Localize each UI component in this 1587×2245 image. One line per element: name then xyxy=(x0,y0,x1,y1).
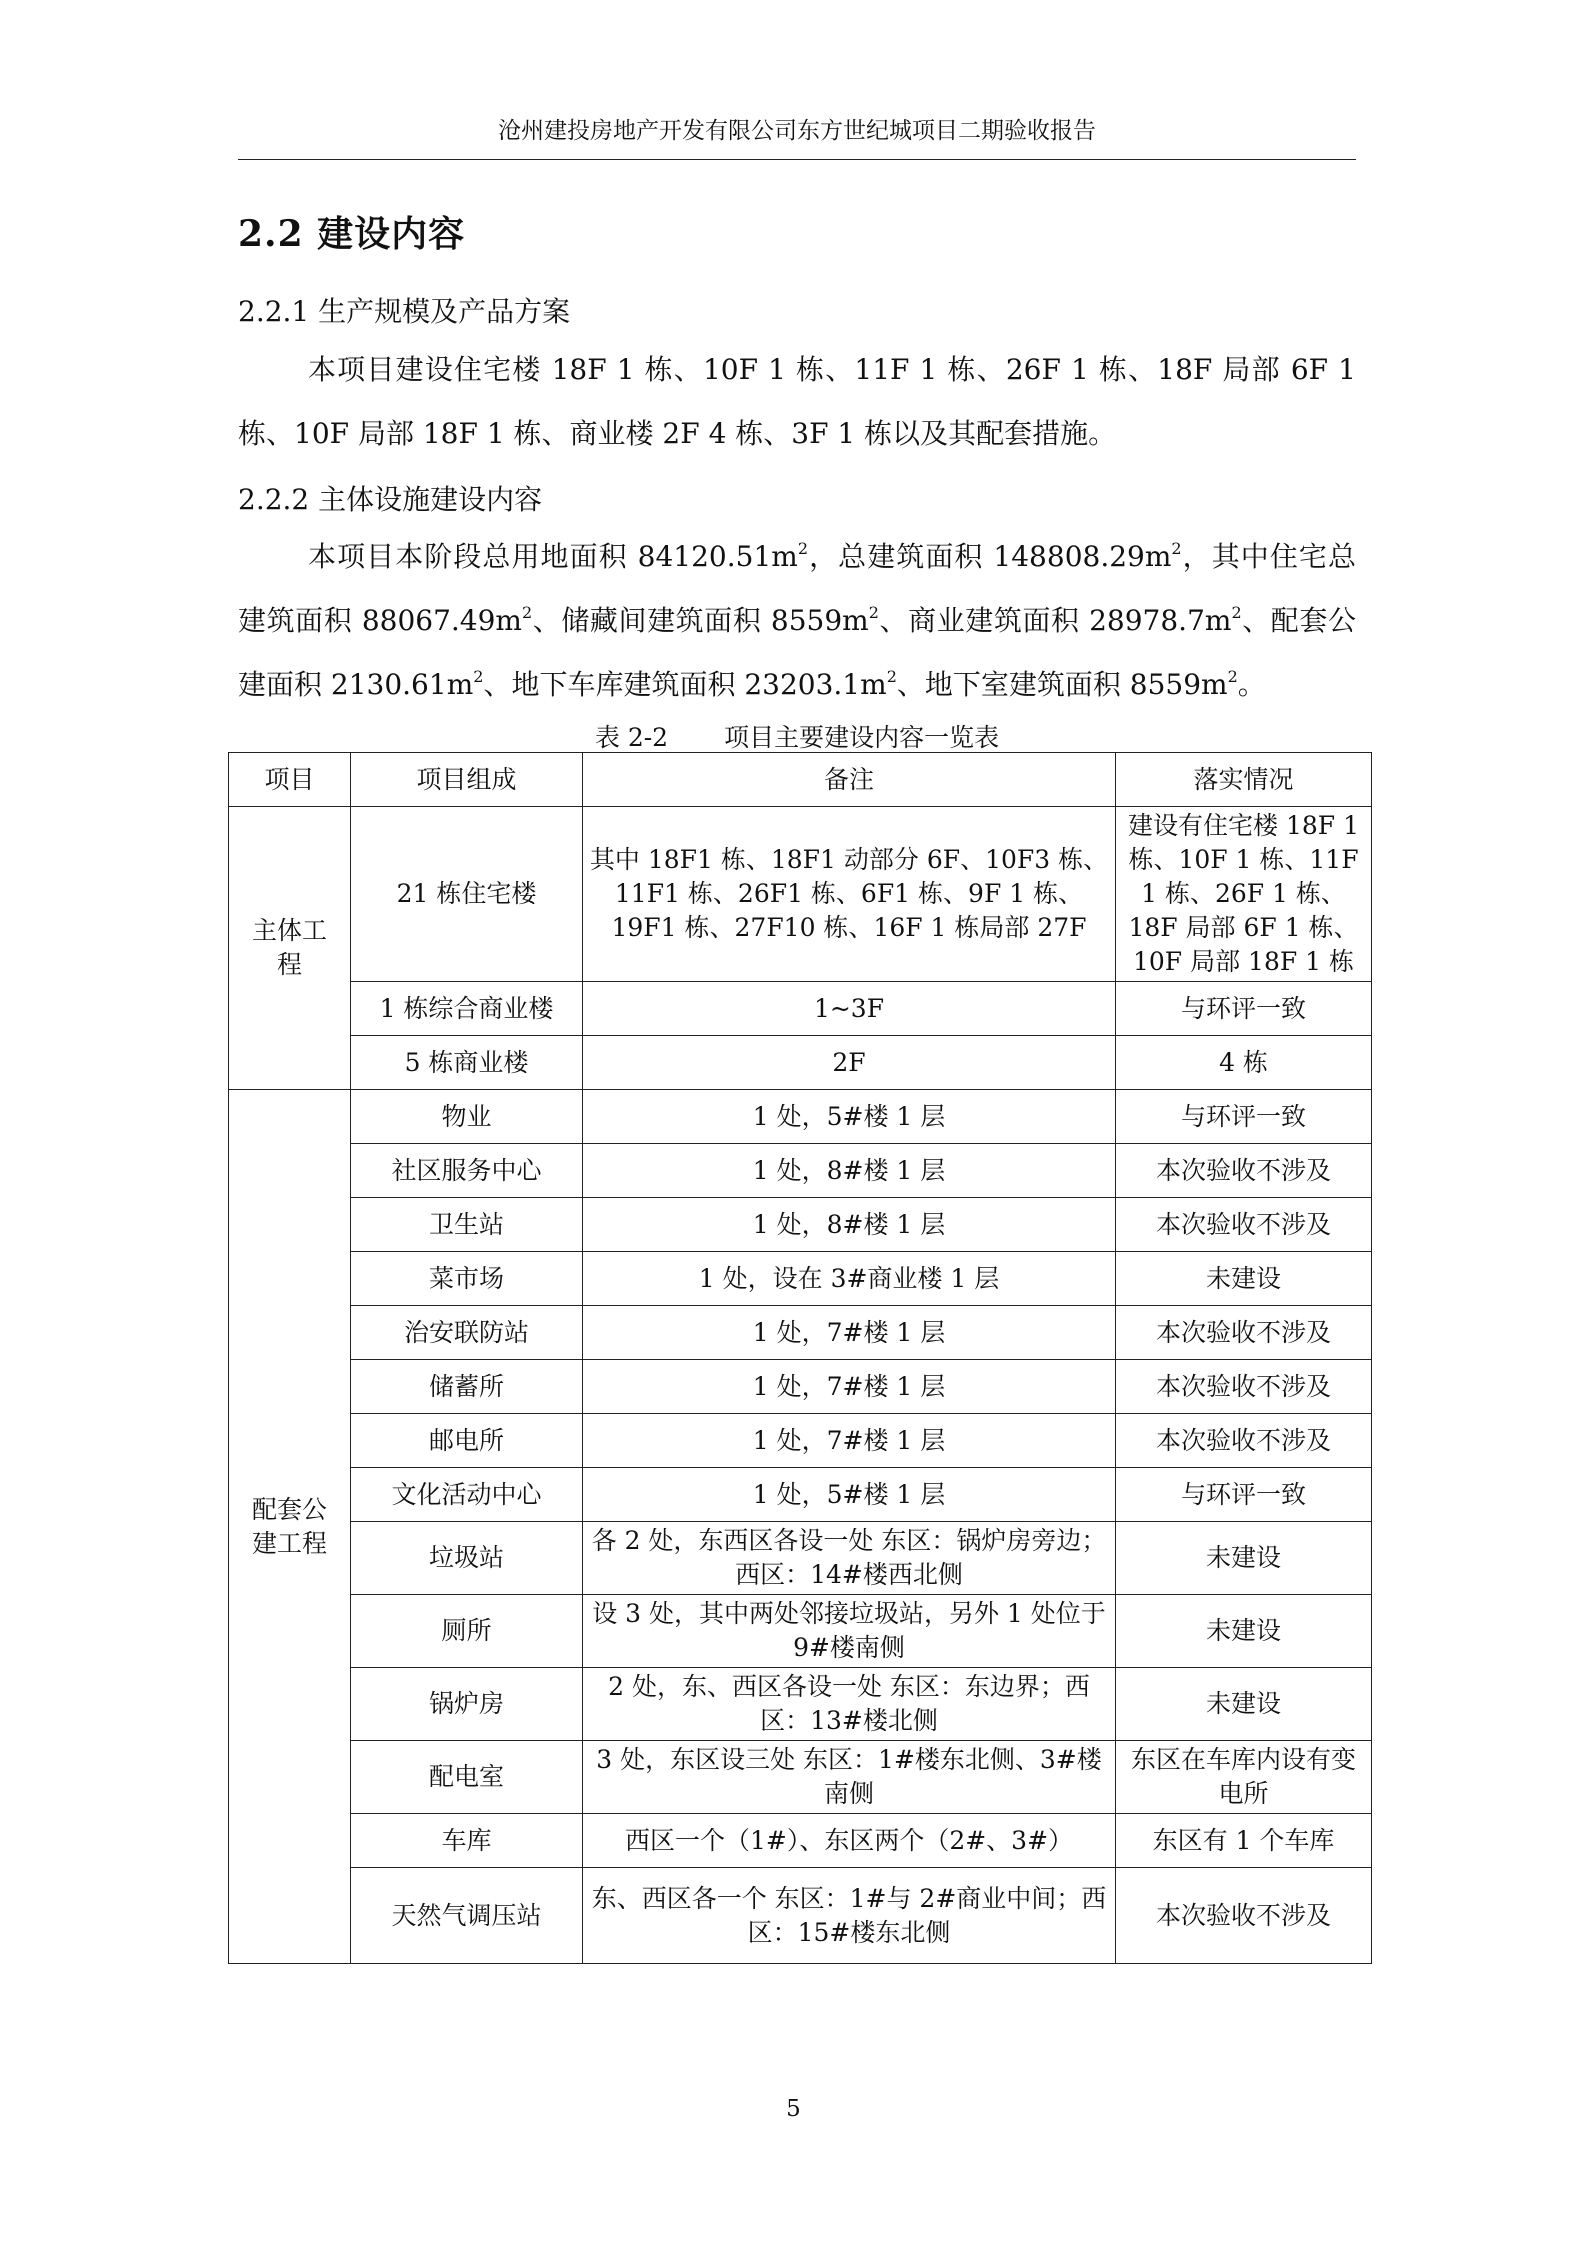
note-cell: 西区一个（1#）、东区两个（2#、3#） xyxy=(583,1814,1116,1868)
superscript: 2 xyxy=(473,667,484,686)
table-row xyxy=(229,1036,1372,1090)
note-cell: 1 处，5#楼 1 层 xyxy=(583,1468,1116,1522)
table-caption xyxy=(238,718,1356,754)
component-cell: 垃圾站 xyxy=(351,1522,583,1595)
section-title: 2.2 建设内容 xyxy=(238,213,466,255)
page-header: 沧州建投房地产开发有限公司东方世纪城项目二期验收报告 xyxy=(238,112,1356,160)
table-caption-number: 表 2-2 xyxy=(594,723,669,752)
subsection-title-production: 2.2.1 生产规模及产品方案 xyxy=(238,295,571,328)
component-cell: 卫生站 xyxy=(351,1198,583,1252)
table-row xyxy=(229,1668,1372,1741)
status-cell: 本次验收不涉及 xyxy=(1116,1360,1372,1414)
table-row xyxy=(229,1741,1372,1814)
note-cell: 2 处，东、西区各设一处 东区：东边界；西区：13#楼北侧 xyxy=(583,1668,1116,1741)
group-cell: 主体工程 xyxy=(229,807,351,1090)
superscript: 2 xyxy=(868,603,879,622)
note-cell: 各 2 处，东西区各设一处 东区：锅炉房旁边；西区：14#楼西北侧 xyxy=(583,1522,1116,1595)
component-cell: 21 栋住宅楼 xyxy=(351,807,583,982)
component-cell: 锅炉房 xyxy=(351,1668,583,1741)
group-cell: 配套公建工程 xyxy=(229,1090,351,1964)
note-cell: 1 处，8#楼 1 层 xyxy=(583,1198,1116,1252)
component-cell: 天然气调压站 xyxy=(351,1868,583,1964)
table-row xyxy=(229,982,1372,1036)
table-row xyxy=(229,807,1372,982)
text-part: 、储藏间建筑面积 8559m xyxy=(532,604,869,637)
superscript: 2 xyxy=(886,667,897,686)
table-row xyxy=(229,1198,1372,1252)
status-cell: 未建设 xyxy=(1116,1522,1372,1595)
subsection-title-facilities: 2.2.2 主体设施建设内容 xyxy=(238,483,543,516)
component-cell: 菜市场 xyxy=(351,1252,583,1306)
component-cell: 配电室 xyxy=(351,1741,583,1814)
status-cell: 未建设 xyxy=(1116,1252,1372,1306)
note-cell: 1 处，7#楼 1 层 xyxy=(583,1360,1116,1414)
status-cell: 与环评一致 xyxy=(1116,1468,1372,1522)
status-cell: 本次验收不涉及 xyxy=(1116,1198,1372,1252)
text-part: ，其中住宅总建筑面积 88067.49m xyxy=(238,540,1356,637)
note-cell: 1 处，5#楼 1 层 xyxy=(583,1090,1116,1144)
component-cell: 5 栋商业楼 xyxy=(351,1036,583,1090)
superscript: 2 xyxy=(1231,603,1242,622)
paragraph-production: 本项目建设住宅楼 18F 1 栋、10F 1 栋、11F 1 栋、26F 1 栋、18F 局部 6F 1 栋、10F 局部 18F 1 栋、商业楼 2F 4 栋、3F 1 栋以及其配套措施。 xyxy=(238,353,1356,450)
table-row xyxy=(229,1814,1372,1868)
table-row xyxy=(229,1306,1372,1360)
status-cell: 东区有 1 个车库 xyxy=(1116,1814,1372,1868)
note-cell: 1 处，设在 3#商业楼 1 层 xyxy=(583,1252,1116,1306)
header-cell: 项目 xyxy=(229,753,351,807)
header-cell: 落实情况 xyxy=(1116,753,1372,807)
text-part: 本项目本阶段总用地面积 84120.51m xyxy=(308,540,798,573)
note-cell: 1~3F xyxy=(583,982,1116,1036)
text-part: ，总建筑面积 148808.29m xyxy=(808,540,1172,573)
superscript: 2 xyxy=(797,539,809,558)
status-cell: 本次验收不涉及 xyxy=(1116,1414,1372,1468)
status-cell: 4 栋 xyxy=(1116,1036,1372,1090)
note-cell: 1 处，8#楼 1 层 xyxy=(583,1144,1116,1198)
status-cell: 东区在车库内设有变电所 xyxy=(1116,1741,1372,1814)
table-row xyxy=(229,1522,1372,1595)
table-row xyxy=(229,1360,1372,1414)
note-cell: 其中 18F1 栋、18F1 动部分 6F、10F3 栋、11F1 栋、26F1 栋、6F1 栋、9F 1 栋、19F1 栋、27F10 栋、16F 1 栋局部 27F xyxy=(583,807,1116,982)
construction-content-table xyxy=(228,752,1372,1964)
component-cell: 车库 xyxy=(351,1814,583,1868)
status-cell: 建设有住宅楼 18F 1 栋、10F 1 栋、11F 1 栋、26F 1 栋、18F 局部 6F 1 栋、10F 局部 18F 1 栋 xyxy=(1116,807,1372,982)
table-header-row xyxy=(229,753,1372,807)
table-row xyxy=(229,1144,1372,1198)
header-cell: 项目组成 xyxy=(351,753,583,807)
superscript: 2 xyxy=(521,603,533,622)
status-cell: 与环评一致 xyxy=(1116,982,1372,1036)
note-cell: 1 处，7#楼 1 层 xyxy=(583,1306,1116,1360)
component-cell: 邮电所 xyxy=(351,1414,583,1468)
table-row xyxy=(229,1868,1372,1964)
component-cell: 物业 xyxy=(351,1090,583,1144)
page-number: 5 xyxy=(786,2096,801,2122)
status-cell: 未建设 xyxy=(1116,1668,1372,1741)
text-part: 、配套公建面积 2130.61m xyxy=(238,604,1356,701)
table-caption-title: 项目主要建设内容一览表 xyxy=(724,723,1000,752)
status-cell: 本次验收不涉及 xyxy=(1116,1306,1372,1360)
text-part: 、地下室建筑面积 8559m xyxy=(896,668,1228,701)
paragraph-facilities xyxy=(238,525,1356,717)
text-part: 。 xyxy=(1237,668,1266,701)
superscript: 2 xyxy=(1227,667,1238,686)
component-cell: 厕所 xyxy=(351,1595,583,1668)
table-row xyxy=(229,1468,1372,1522)
text-part: 、地下车库建筑面积 23203.1m xyxy=(483,668,887,701)
component-cell: 储蓄所 xyxy=(351,1360,583,1414)
component-cell: 1 栋综合商业楼 xyxy=(351,982,583,1036)
component-cell: 社区服务中心 xyxy=(351,1144,583,1198)
table-row xyxy=(229,1252,1372,1306)
note-cell: 2F xyxy=(583,1036,1116,1090)
component-cell: 文化活动中心 xyxy=(351,1468,583,1522)
status-cell: 与环评一致 xyxy=(1116,1090,1372,1144)
status-cell: 本次验收不涉及 xyxy=(1116,1144,1372,1198)
note-cell: 3 处，东区设三处 东区：1#楼东北侧、3#楼南侧 xyxy=(583,1741,1116,1814)
table-row xyxy=(229,1414,1372,1468)
note-cell: 1 处，7#楼 1 层 xyxy=(583,1414,1116,1468)
status-cell: 未建设 xyxy=(1116,1595,1372,1668)
component-cell: 治安联防站 xyxy=(351,1306,583,1360)
superscript: 2 xyxy=(1171,539,1182,558)
header-cell: 备注 xyxy=(583,753,1116,807)
table-row xyxy=(229,1090,1372,1144)
note-cell: 设 3 处，其中两处邻接垃圾站，另外 1 处位于 9#楼南侧 xyxy=(583,1595,1116,1668)
status-cell: 本次验收不涉及 xyxy=(1116,1868,1372,1964)
table-row xyxy=(229,1595,1372,1668)
text-part: 、商业建筑面积 28978.7m xyxy=(878,604,1232,637)
note-cell: 东、西区各一个 东区：1#与 2#商业中间；西区：15#楼东北侧 xyxy=(583,1868,1116,1964)
